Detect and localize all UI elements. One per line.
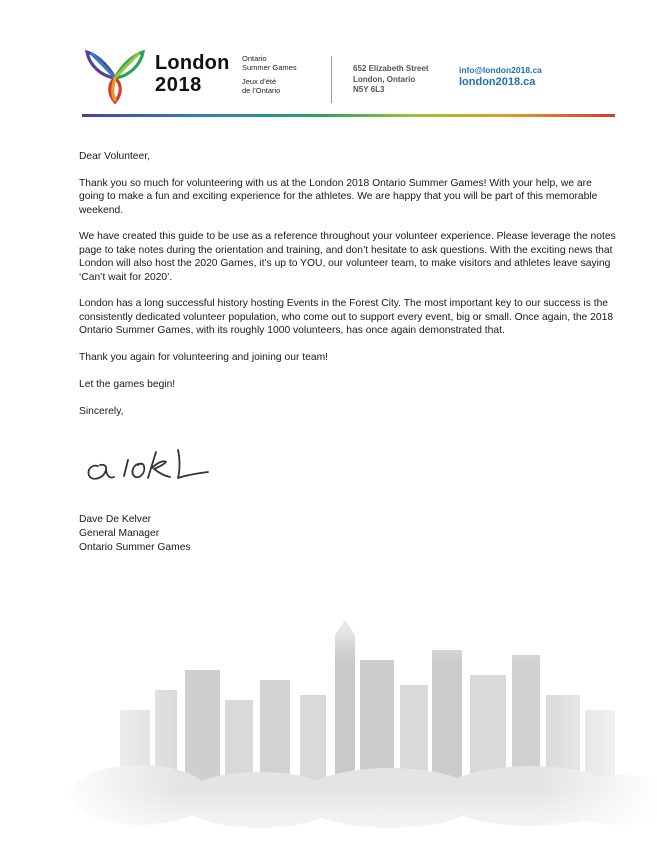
valediction: Sincerely, [79,405,124,417]
letter-body [79,150,619,431]
brand-line-1: London [155,52,230,74]
mailing-address [353,64,429,96]
tagline-fr-1: Jeux d’été [242,77,277,86]
contact-info [459,64,542,89]
paragraph: We have created this guide to be use as a reference throughout your volunteer experience. Please leverage the notes page to take notes during the orientation and training, and don’t hesitate to ask questions. With the exciting news that London will also host the 2020 Games, it’s up to YOU, our volunteer team, to make visitors and athletes leave saying ‘Can’t wait for 2020’. [79,231,616,283]
paragraph: Thank you again for volunteering and joining our team! [79,352,329,364]
address-line-2: London, Ontario [353,74,416,84]
signer-title: General Manager [79,528,160,539]
city-skyline-watermark [60,600,657,850]
header-divider [331,56,332,103]
paragraph: London has a long successful history hosting Events in the Forest City. The most important key to our success is the consistently dedicated volunteer population, who come out to support every event, big or small. Once again, the 2018 Ontario Summer Games, with its roughly 1000 volunteers, has once again demonstrated that. [79,298,614,337]
salutation: Dear Volunteer, [79,151,150,162]
paragraph: Thank you so much for volunteering with us at the London 2018 Ontario Summer Games! With your help, we are going to make a fun and exciting experience for the athletes. We are happy that you will be part of this memorable weekend. [79,177,598,216]
tagline-en-2: Summer Games [242,63,297,72]
header-color-rule [82,114,615,117]
handwritten-signature [84,446,214,482]
address-line-3: N5Y 6L3 [353,85,385,94]
email-link[interactable]: info@london2018.ca [459,65,542,75]
trillium-logo-icon [84,44,146,104]
website-link[interactable]: london2018.ca [459,76,536,88]
address-line-1: 652 Elizabeth Street [353,64,429,73]
brand-wordmark [155,52,230,96]
brand-tagline [242,54,297,95]
signer-organization: Ontario Summer Games [79,542,191,553]
paragraph: Let the games begin! [79,378,176,390]
tagline-en-1: Ontario [242,54,267,63]
signature-block [79,513,191,555]
tagline-fr-2: de l’Ontario [242,86,281,95]
brand-line-2: 2018 [155,74,202,96]
signer-name: Dave De Kelver [79,514,152,525]
